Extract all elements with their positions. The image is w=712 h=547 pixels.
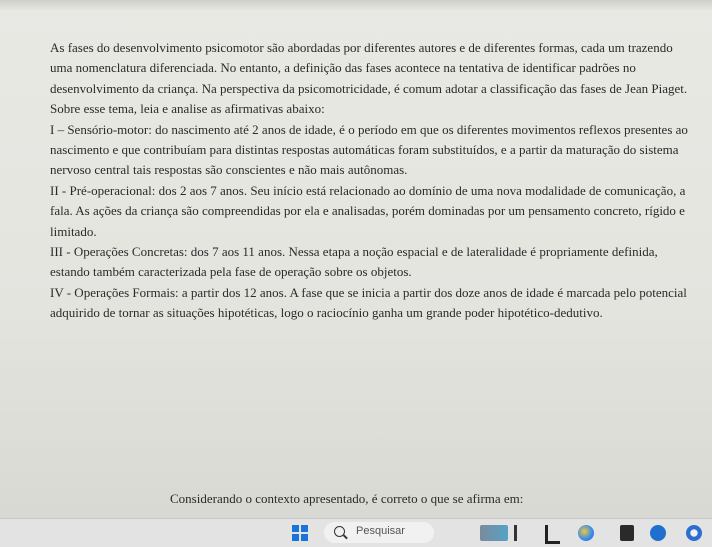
intro-paragraph: As fases do desenvolvimento psicomotor são abordadas por diferentes autores e de diferentes formas, cada um trazendo uma nomenclatura diferenciada. No entanto, a definição das fases acontece na tentativa de identificar padrões no desenvolvimento da criança. Na perspectiva da psicomotricidade, é comum adotar a classificação das fases de Jean Piaget. bbox=[50, 40, 688, 96]
question-line: Considerando o contexto apresentado, é correto o que se afirma em: bbox=[170, 491, 524, 506]
app-icon-5[interactable] bbox=[620, 525, 634, 541]
app-icon-6[interactable] bbox=[650, 525, 666, 541]
windows-start-icon[interactable] bbox=[292, 525, 308, 541]
statement-2: II - Pré-operacional: dos 2 aos 7 anos. Seu início está relacionado ao domínio de uma nova modalidade de comunicação, a fala. As ações da criança são compreendidas por ela e analisadas, porém dominadas por um pensamento concreto, rígido e limitado. bbox=[50, 182, 686, 239]
app-icon-7[interactable] bbox=[686, 525, 702, 541]
question-text bbox=[50, 38, 690, 324]
app-icon-2[interactable] bbox=[514, 525, 517, 541]
top-strip bbox=[0, 0, 712, 10]
app-icon-3[interactable] bbox=[545, 525, 560, 544]
taskbar bbox=[0, 518, 712, 547]
taskbar-search[interactable] bbox=[324, 522, 434, 543]
app-icon-4[interactable] bbox=[578, 525, 594, 541]
search-placeholder: Pesquisar bbox=[356, 525, 405, 537]
statement-3: III - Operações Concretas: dos 7 aos 11 anos. Nessa etapa a noção espacial e de lateralidade é propriamente definida, estando também caracterizada pela fase de operação sobre os objetos. bbox=[50, 244, 658, 280]
prompt-line: Sobre esse tema, leia e analise as afirmativas abaixo: bbox=[50, 101, 325, 117]
search-icon bbox=[334, 526, 345, 537]
statement-4: IV - Operações Formais: a partir dos 12 anos. A fase que se inicia a partir dos doze anos de idade é marcada pelo potencial adquirido de tornar as situações hipotéticas, logo o raciocínio ganha um grande poder hipotético-dedutivo. bbox=[50, 284, 687, 321]
app-icon-1[interactable] bbox=[480, 525, 508, 541]
statement-1: I – Sensório-motor: do nascimento até 2 anos de idade, é o período em que os diferentes movimentos reflexos presentes ao nascimento e que contribuíam para distintas respostas automáticas foram substituídos, e a partir da maturação do sistema nervoso central tais respostas são conscientes e não mais autônomas. bbox=[50, 121, 688, 178]
